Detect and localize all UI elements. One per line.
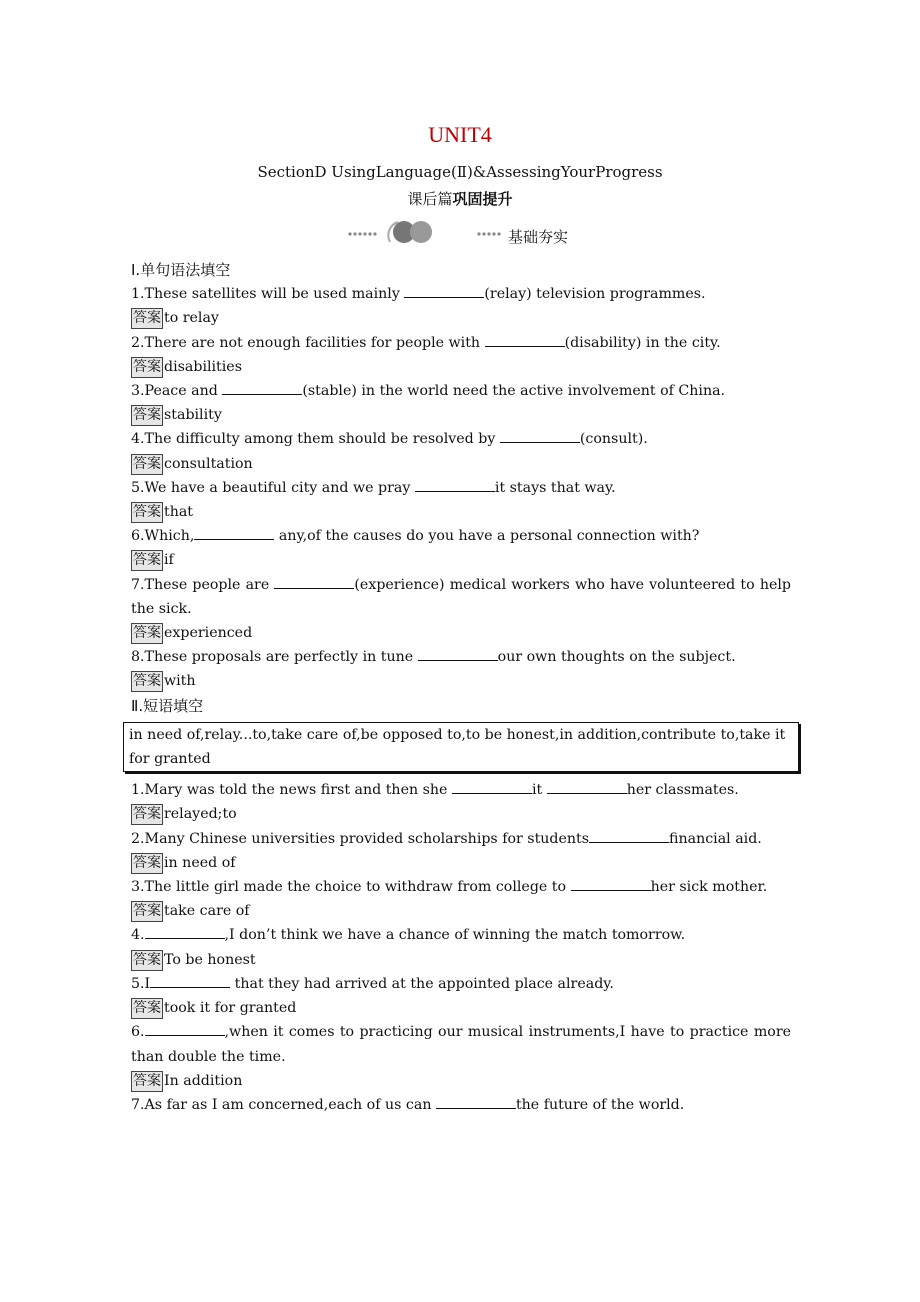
answer-blank <box>436 1094 516 1109</box>
answer-text: stability <box>164 407 222 424</box>
practice-subtitle-light: 课后篇 <box>407 190 453 208</box>
question-item: 4. ,I don’t think we have a chance of winning the match tomorrow. <box>131 923 791 947</box>
page-title: UNIT4 <box>428 122 492 147</box>
answer-text: consultation <box>164 455 253 472</box>
question-item: 7.As far as I am concerned,each of us can the future of the world. <box>131 1093 791 1117</box>
answer-row <box>131 355 791 379</box>
practice-subtitle-bold: 巩固提升 <box>452 190 513 208</box>
answer-tag: 答案 <box>131 950 163 971</box>
answer-blank <box>589 828 669 843</box>
answer-text: to relay <box>164 310 219 327</box>
answer-tag: 答案 <box>131 853 163 874</box>
question-item: 3.Peace and (stable) in the world need the active involvement of China. <box>131 379 791 403</box>
answer-text: take care of <box>164 903 250 920</box>
question-item: 1.These satellites will be used mainly (relay) television programmes. <box>131 282 791 306</box>
practice-subtitle <box>0 188 920 209</box>
answer-tag: 答案 <box>131 405 163 426</box>
answer-tag: 答案 <box>131 623 163 644</box>
question-item: 5.I that they had arrived at the appointed place already. <box>131 972 791 996</box>
answer-blank <box>145 924 225 939</box>
answer-row <box>131 802 791 826</box>
answer-blank <box>571 876 651 891</box>
answer-tag: 答案 <box>131 671 163 692</box>
answer-row <box>131 548 791 572</box>
answer-tag: 答案 <box>131 998 163 1019</box>
answer-tag: 答案 <box>131 550 163 571</box>
answer-blank <box>145 1021 225 1036</box>
answer-text: took it for granted <box>164 1000 297 1017</box>
banner-label: 基础夯实 <box>508 228 569 246</box>
answer-text: To be honest <box>164 951 256 968</box>
answer-row <box>131 996 791 1020</box>
phrase-box: in need of,relay...to,take care of,be opposed to,to be honest,in addition,contribute to,take it for granted <box>123 722 799 772</box>
question-item: 4.The difficulty among them should be resolved by (consult). <box>131 427 791 451</box>
answer-tag: 答案 <box>131 308 163 329</box>
question-item: 2.Many Chinese universities provided scholarships for students financial aid. <box>131 827 791 851</box>
answer-blank <box>485 332 565 347</box>
answer-tag: 答案 <box>131 804 163 825</box>
answer-row <box>131 899 791 923</box>
answer-blank <box>452 779 532 794</box>
answer-blank <box>547 779 627 794</box>
answer-text: that <box>164 504 193 521</box>
answer-tag: 答案 <box>131 357 163 378</box>
section-subtitle: SectionD UsingLanguage(Ⅱ)&AssessingYourProgress <box>257 163 663 181</box>
answer-tag: 答案 <box>131 502 163 523</box>
answer-text: with <box>164 673 196 690</box>
question-item: 6.Which, any,of the causes do you have a personal connection with? <box>131 524 791 548</box>
section-banner <box>346 218 586 248</box>
answer-tag: 答案 <box>131 901 163 922</box>
answer-blank <box>150 973 230 988</box>
question-item: 6. ,when it comes to practicing our musical instruments,I have to practice more than double the time. <box>131 1020 791 1068</box>
answer-text: experienced <box>164 625 253 642</box>
answer-blank <box>274 574 354 589</box>
answer-blank <box>222 380 302 395</box>
answer-row <box>131 500 791 524</box>
exercise-content <box>131 258 791 1117</box>
question-item: 8.These proposals are perfectly in tune our own thoughts on the subject. <box>131 645 791 669</box>
answer-text: relayed;to <box>164 806 237 823</box>
answer-row <box>131 1069 791 1093</box>
section2-heading: Ⅱ.短语填空 <box>131 696 204 715</box>
answer-row <box>131 306 791 330</box>
answer-row <box>131 452 791 476</box>
answer-row <box>131 669 791 693</box>
answer-row <box>131 948 791 972</box>
question-item: 3.The little girl made the choice to withdraw from college to her sick mother. <box>131 875 791 899</box>
question-item: 7.These people are (experience) medical workers who have volunteered to help the sick. <box>131 573 791 621</box>
answer-row <box>131 621 791 645</box>
section1-heading: Ⅰ.单句语法填空 <box>131 261 231 279</box>
question-item: 5.We have a beautiful city and we pray it stays that way. <box>131 476 791 500</box>
answer-blank <box>500 428 580 443</box>
question-item: 2.There are not enough facilities for people with (disability) in the city. <box>131 331 791 355</box>
answer-tag: 答案 <box>131 454 163 475</box>
banner-dots-icon <box>346 218 506 248</box>
answer-text: in need of <box>164 854 236 871</box>
question-item: 1.Mary was told the news first and then she it her classmates. <box>131 778 791 802</box>
answer-blank <box>418 646 498 661</box>
answer-row <box>131 403 791 427</box>
answer-text: if <box>164 552 174 569</box>
answer-tag: 答案 <box>131 1071 163 1092</box>
answer-blank <box>404 283 484 298</box>
answer-blank <box>194 525 274 540</box>
answer-text: In addition <box>164 1072 243 1089</box>
answer-row <box>131 851 791 875</box>
answer-blank <box>415 477 495 492</box>
answer-text: disabilities <box>164 358 242 375</box>
